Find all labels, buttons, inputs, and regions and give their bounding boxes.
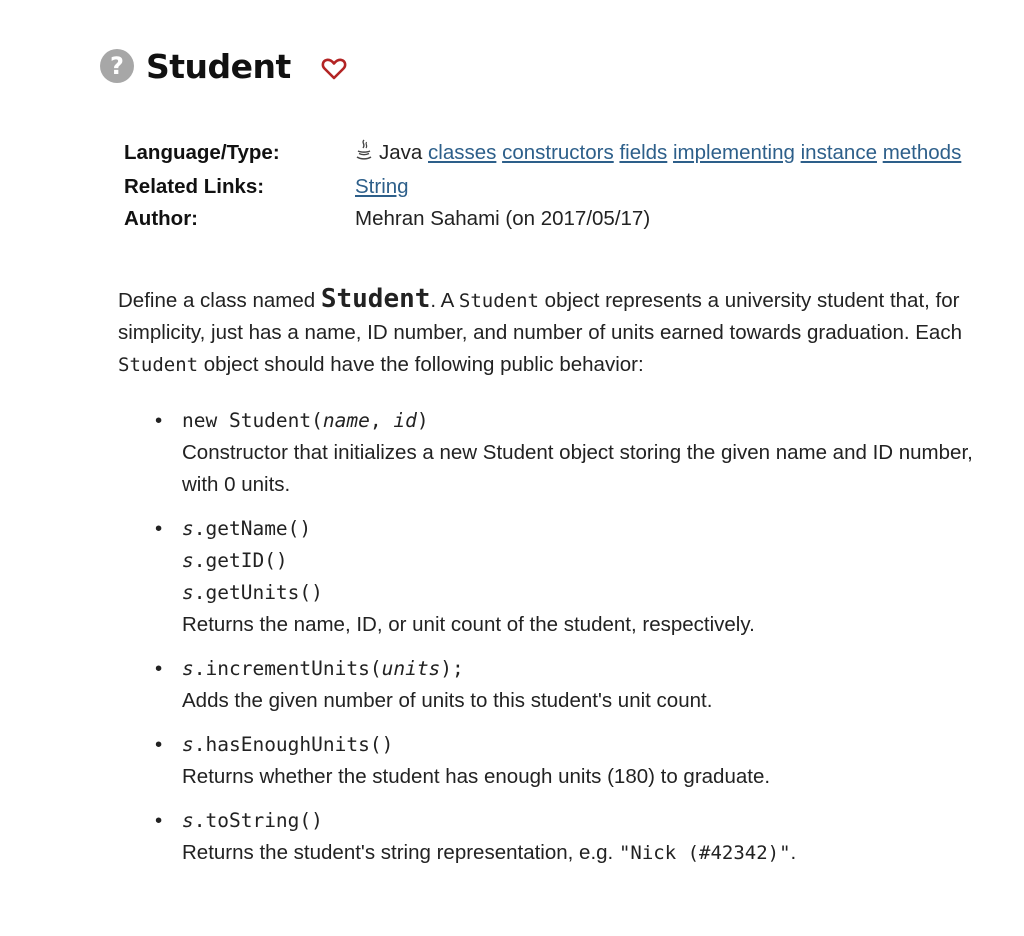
- method-signature: s.hasEnoughUnits(): [182, 733, 394, 756]
- inline-code: Student: [458, 290, 539, 312]
- language-label: Language/Type:: [124, 141, 280, 164]
- method-item-has-enough-units: [155, 729, 1005, 793]
- method-signature: s.toString(): [182, 809, 323, 832]
- java-cup-icon: [355, 139, 373, 171]
- method-item-increment-units: [155, 653, 1005, 717]
- tag-link-methods[interactable]: methods: [882, 141, 962, 164]
- language-name: Java: [379, 141, 423, 164]
- tag-link-classes[interactable]: classes: [428, 141, 497, 164]
- method-signature: s.getName(): [182, 517, 312, 540]
- tag-link-implementing[interactable]: implementing: [673, 141, 795, 164]
- description-text: . A: [430, 289, 459, 312]
- bullet: •: [155, 809, 163, 832]
- tag-link-fields[interactable]: fields: [619, 141, 668, 164]
- related-links-row: [124, 171, 984, 203]
- method-description: Constructor that initializes a new Student object storing the given name and ID number, with 0 units.: [182, 441, 973, 496]
- method-description: Returns the student's string representation, e.g. "Nick (#42342)".: [182, 841, 797, 864]
- method-item-getters: [155, 513, 1005, 641]
- help-icon[interactable]: ?: [100, 49, 134, 83]
- inline-code: Student: [118, 354, 199, 376]
- problem-metadata: [124, 137, 984, 235]
- method-item-to-string: [155, 805, 1005, 869]
- bullet: •: [155, 733, 163, 756]
- method-signature: new Student(name, id): [182, 409, 429, 432]
- bullet: •: [155, 517, 163, 540]
- method-description: Returns the name, ID, or unit count of the student, respectively.: [182, 613, 755, 636]
- method-list: [155, 405, 1005, 881]
- example-output: "Nick (#42342)": [618, 842, 791, 864]
- class-name-highlight: Student: [320, 284, 431, 314]
- description-text: object represents a university student that, for simplicity, just has a name, ID number, and number of units earned towards graduation. Each: [118, 289, 962, 344]
- author-value: Mehran Sahami (on 2017/05/17): [355, 207, 651, 230]
- description-text: object should have the following public behavior:: [198, 353, 644, 376]
- related-links-label: Related Links:: [124, 175, 265, 198]
- tag-link-instance[interactable]: instance: [800, 141, 877, 164]
- language-row: [124, 137, 984, 171]
- author-row: [124, 203, 984, 235]
- author-label: Author:: [124, 207, 199, 230]
- title-row: [100, 46, 347, 86]
- favorite-heart-icon[interactable]: [321, 57, 347, 81]
- method-signature: s.incrementUnits(units);: [182, 657, 464, 680]
- method-description: Adds the given number of units to this student's unit count.: [182, 689, 713, 712]
- method-description: Returns whether the student has enough units (180) to graduate.: [182, 765, 771, 788]
- bullet: •: [155, 657, 163, 680]
- page-title: Student: [146, 46, 291, 86]
- problem-description: [118, 283, 1008, 381]
- bullet: •: [155, 409, 163, 432]
- tag-link-constructors[interactable]: constructors: [502, 141, 614, 164]
- related-link-string[interactable]: String: [355, 175, 409, 198]
- method-item-constructor: [155, 405, 1005, 501]
- description-text: Define a class named: [118, 289, 321, 312]
- method-signature: s.getID(): [182, 549, 288, 572]
- method-signature: s.getUnits(): [182, 581, 323, 604]
